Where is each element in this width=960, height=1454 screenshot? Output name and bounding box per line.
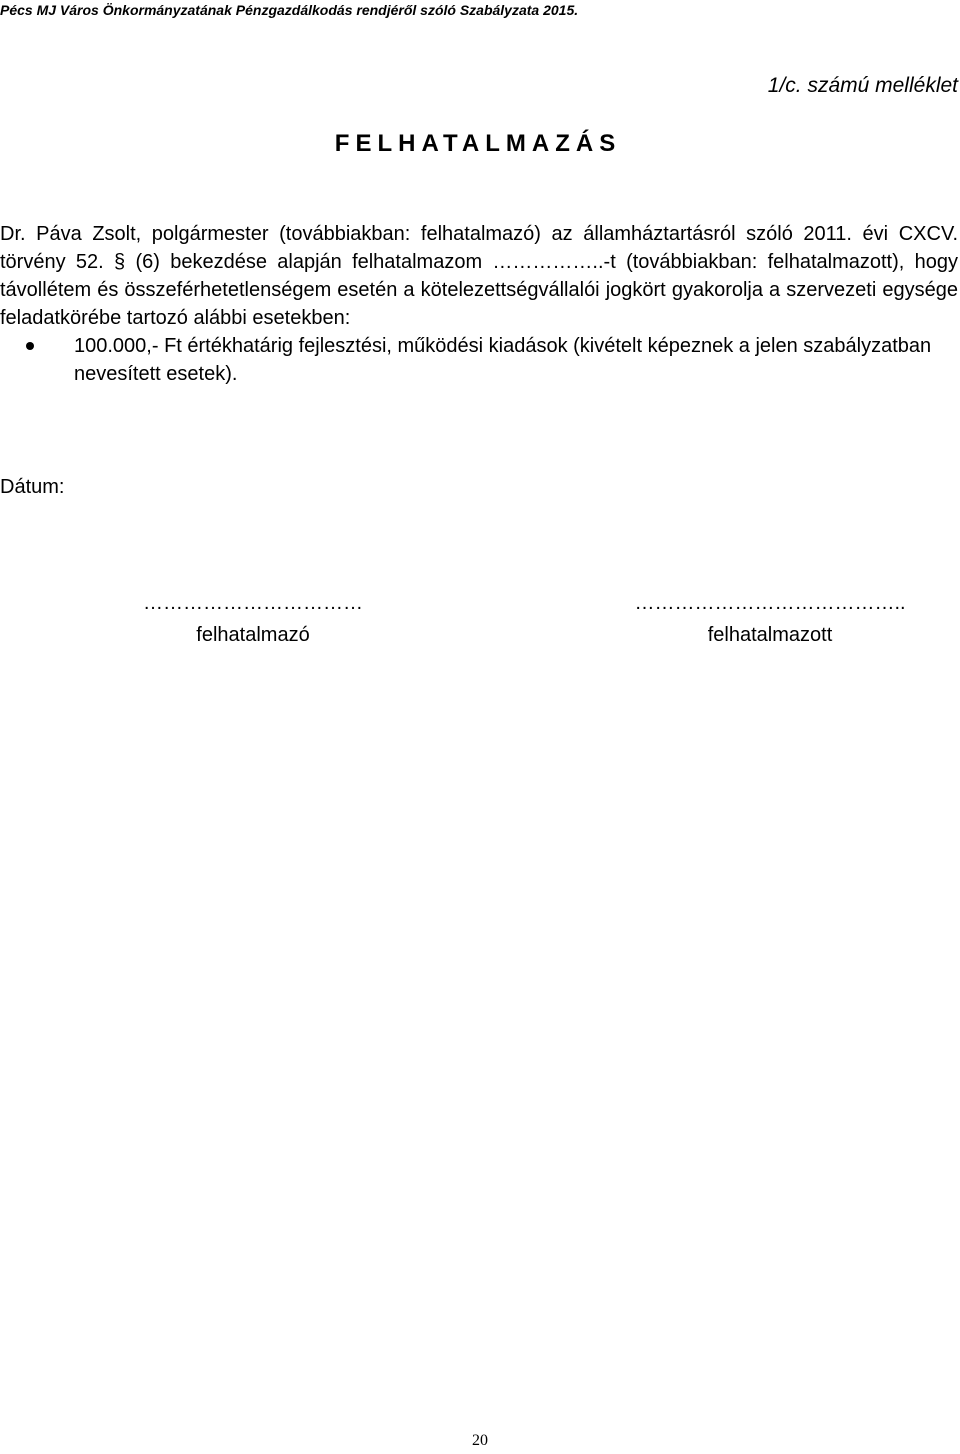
list-item-text: 100.000,- Ft értékhatárig fejlesztési, működési kiadások (kivételt képeznek a jelen szabályzatban nevesített esetek). [74,335,932,385]
list-item [0,332,958,388]
signature-line: …………………………… [143,592,363,614]
signature-line: ………………………………….. [634,592,906,614]
running-header: Pécs MJ Város Önkormányzatának Pénzgazdálkodás rendjéről szóló Szabályzata 2015. [0,2,579,18]
signature-label: felhatalmazó [196,624,310,646]
bullet-icon [26,342,34,350]
page-number: 20 [472,1432,488,1449]
document-title: FELHATALMAZÁS [334,130,622,157]
signature-block-authorized [580,590,960,648]
authorization-paragraph: Dr. Páva Zsolt, polgármester (továbbiakban: felhatalmazó) az államháztartásról szóló 2011. évi CXCV. törvény 52. § (6) bekezdése alapján felhatalmazom ……………..-t (továbbiakban: felhatalmazott), hogy távollétem és összeférhetetlenségem esetén a kötelezettségvállalói jogkört gyakorolja a szervezeti egysége feladatkörébe tartozó alábbi esetekben: [0,223,958,329]
cases-list [0,332,958,388]
signature-block-authorizer [88,590,418,648]
annex-label: 1/c. számú melléklet [767,74,958,97]
date-label: Dátum: [0,476,65,498]
signature-label: felhatalmazott [707,624,833,646]
